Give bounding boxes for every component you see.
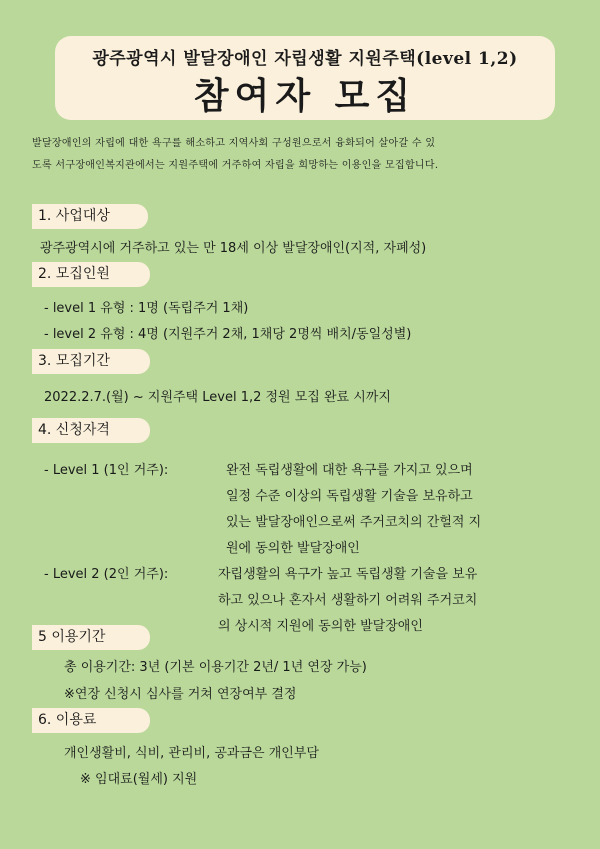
page-subtitle: 광주광역시 발달장애인 자립생활 지원주택(level 1,2) bbox=[92, 49, 518, 69]
target-text: 광주광역시에 거주하고 있는 만 18세 이상 발달장애인(지적, 자폐성) bbox=[40, 241, 427, 256]
recruitment-level1: - level 1 유형 : 1명 (독립주거 1채) bbox=[44, 301, 249, 316]
eligibility-level1-text: 원에 동의한 발달장애인 bbox=[226, 541, 360, 556]
eligibility-level1-label: - Level 1 (1인 거주): bbox=[44, 463, 169, 478]
section-header-period: 3. 모집기간 bbox=[32, 349, 150, 374]
fees-note: ※ 임대료(월세) 지원 bbox=[80, 772, 198, 787]
section-header-duration: 5 이용기간 bbox=[32, 625, 150, 650]
duration-text: 총 이용기간: 3년 (기본 이용기간 2년/ 1년 연장 가능) bbox=[64, 660, 367, 675]
eligibility-level2-text: 의 상시적 지원에 동의한 발달장애인 bbox=[218, 619, 423, 634]
eligibility-level2-label: - Level 2 (2인 거주): bbox=[44, 567, 169, 582]
eligibility-level2-text: 자립생활의 욕구가 높고 독립생활 기술을 보유 bbox=[218, 567, 478, 582]
section-header-fees: 6. 이용료 bbox=[32, 708, 150, 733]
eligibility-level1-text: 있는 발달장애인으로써 주거코치의 간헐적 지 bbox=[226, 515, 482, 530]
eligibility-level2-text: 하고 있으나 혼자서 생활하기 어려워 주거코치 bbox=[218, 593, 478, 608]
period-text: 2022.2.7.(월) ~ 지원주택 Level 1,2 정원 모집 완료 시까지 bbox=[44, 390, 391, 405]
intro-line: 도록 서구장애인복지관에서는 지원주택에 거주하여 자립을 희망하는 이용인을 모집합니다. bbox=[32, 160, 439, 171]
intro-paragraph bbox=[32, 133, 572, 177]
section-header-eligibility: 4. 신청자격 bbox=[32, 418, 150, 443]
section-header-target: 1. 사업대상 bbox=[32, 204, 148, 229]
eligibility-level1-text: 일정 수준 이상의 독립생활 기술을 보유하고 bbox=[226, 489, 473, 504]
title-banner bbox=[55, 36, 555, 120]
fees-text: 개인생활비, 식비, 관리비, 공과금은 개인부담 bbox=[64, 746, 319, 761]
intro-line: 발달장애인의 자립에 대한 욕구를 해소하고 지역사회 구성원으로서 융화되어 살아갈 수 있 bbox=[32, 138, 436, 149]
recruitment-level2: - level 2 유형 : 4명 (지원주거 2채, 1채당 2명씩 배치/동일성별) bbox=[44, 327, 412, 342]
eligibility-level1-text: 완전 독립생활에 대한 욕구를 가지고 있으며 bbox=[226, 463, 473, 478]
section-header-recruitment: 2. 모집인원 bbox=[32, 262, 150, 287]
duration-note: ※연장 신청시 심사를 거쳐 연장여부 결정 bbox=[64, 687, 297, 702]
page-title: 참여자 모집 bbox=[193, 75, 417, 117]
